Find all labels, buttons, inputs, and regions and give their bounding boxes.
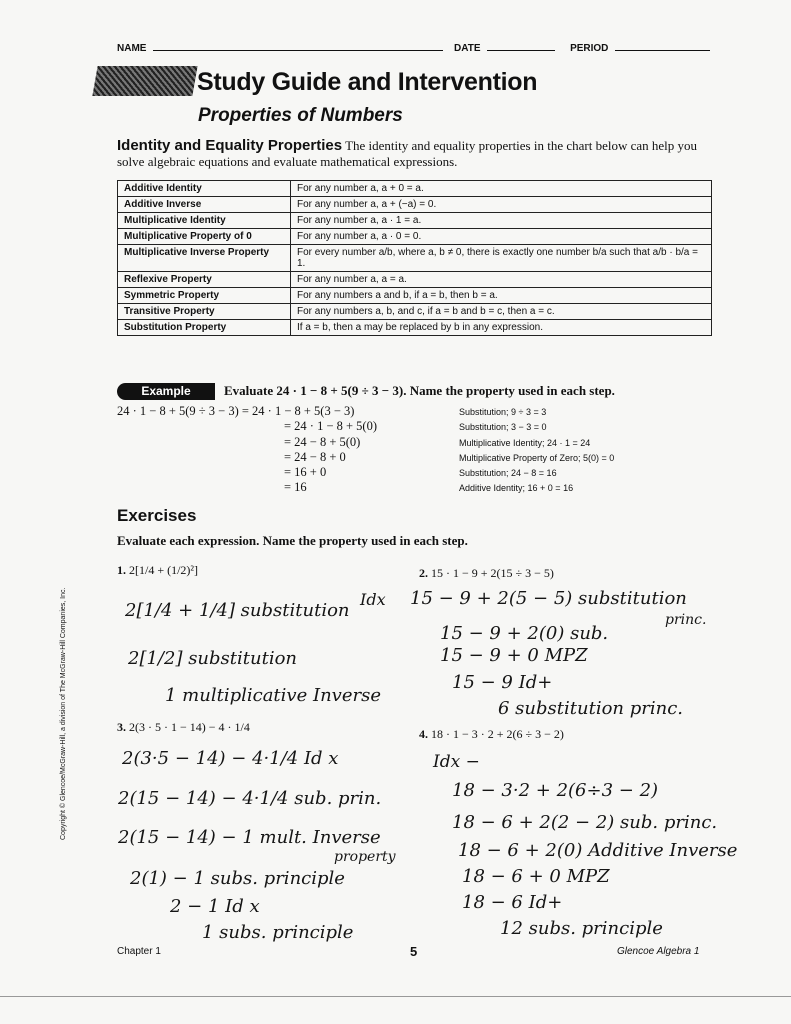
property-name: Substitution Property — [118, 320, 291, 336]
name-label: NAME — [117, 43, 147, 54]
problem-number: 1. — [117, 563, 126, 577]
handwritten-line: 2[1/4 + 1/4] substitution — [125, 600, 350, 621]
example-reason: Substitution; 9 ÷ 3 = 3 — [459, 407, 547, 417]
table-row — [118, 181, 712, 197]
table-row — [118, 304, 712, 320]
example-reason: Multiplicative Identity; 24 · 1 = 24 — [459, 437, 591, 448]
table-row — [118, 245, 712, 272]
problem-expression: 15 · 1 − 9 + 2(15 ÷ 3 − 5) — [431, 566, 554, 580]
property-name: Multiplicative Identity — [118, 213, 291, 229]
date-label: DATE — [454, 43, 481, 54]
lesson-badge — [92, 66, 197, 96]
property-desc: For any number a, a = a. — [291, 272, 712, 288]
handwritten-line: 15 − 9 + 2(0) sub. — [440, 623, 609, 644]
copyright-notice: Copyright © Glencoe/McGraw-Hill, a division of The McGraw-Hill Companies, Inc. — [60, 587, 67, 840]
table-row — [118, 288, 712, 304]
properties-table — [117, 180, 712, 336]
handwritten-line: 2(3·5 − 14) − 4·1/4 Id x — [122, 748, 339, 769]
example-reason: Additive Identity; 16 + 0 = 16 — [459, 483, 574, 494]
handwritten-line: 2[1/2] substitution — [128, 648, 298, 669]
bottom-divider — [0, 996, 791, 997]
property-desc: For any number a, a · 0 = 0. — [291, 229, 712, 245]
section-heading: Identity and Equality Properties — [117, 137, 343, 154]
property-name: Transitive Property — [118, 304, 291, 320]
handwritten-line: Idx — [360, 590, 386, 609]
header-fields — [117, 40, 710, 54]
example-step: = 24 − 8 + 5(0) — [284, 434, 361, 449]
example-reasons — [459, 405, 614, 497]
period-line[interactable] — [615, 40, 710, 51]
handwritten-line: 1 subs. principle — [202, 922, 354, 943]
handwritten-line: 12 subs. principle — [500, 918, 663, 939]
property-desc: For any numbers a and b, if a = b, then b = a. — [291, 288, 712, 304]
example-reason: Multiplicative Property of Zero; 5(0) = 0 — [459, 452, 615, 463]
footer-chapter: Chapter 1 — [117, 946, 161, 957]
date-line[interactable] — [487, 40, 555, 51]
property-name: Multiplicative Property of 0 — [118, 229, 291, 245]
handwritten-line: 18 − 6 + 0 MPZ — [462, 866, 610, 887]
property-desc: If a = b, then a may be replaced by b in any expression. — [291, 320, 712, 336]
property-name: Reflexive Property — [118, 272, 291, 288]
period-label: PERIOD — [570, 43, 609, 54]
handwritten-line: 2(15 − 14) − 4·1/4 sub. prin. — [118, 788, 382, 809]
table-row — [118, 229, 712, 245]
problem-expression: 2(3 · 5 · 1 − 14) − 4 · 1/4 — [129, 720, 250, 734]
handwritten-line: princ. — [665, 612, 707, 628]
example-step: 24 · 1 − 8 + 5(9 ÷ 3 − 3) = 24 · 1 − 8 + 5(3 − 3) — [117, 404, 355, 418]
handwritten-line: 1 multiplicative Inverse — [165, 685, 381, 706]
handwritten-line: 15 − 9 + 2(5 − 5) substitution — [410, 588, 687, 609]
problem-number: 2. — [419, 566, 428, 580]
problem-2 — [419, 566, 554, 581]
example-reason: Substitution; 3 − 3 = 0 — [459, 422, 547, 433]
page-title: Study Guide and Intervention — [197, 68, 538, 96]
handwritten-line: 15 − 9 Id+ — [452, 672, 553, 693]
exercises-heading: Exercises — [117, 506, 197, 525]
property-name: Symmetric Property — [118, 288, 291, 304]
example-step: = 24 − 8 + 0 — [284, 449, 346, 464]
handwritten-line: 2 − 1 Id x — [170, 896, 260, 917]
property-desc: For any number a, a + 0 = a. — [291, 181, 712, 197]
property-name: Multiplicative Inverse Property — [118, 245, 291, 272]
page-subtitle: Properties of Numbers — [198, 105, 403, 126]
example-step: = 16 — [284, 480, 307, 495]
property-desc: For any number a, a + (−a) = 0. — [291, 197, 712, 213]
problem-number: 4. — [419, 727, 428, 741]
handwritten-line: 18 − 6 + 2(2 − 2) sub. princ. — [452, 812, 718, 833]
example-prompt: Evaluate 24 · 1 − 8 + 5(9 ÷ 3 − 3). Name the property used in each step. — [224, 383, 615, 398]
handwritten-line: 18 − 6 + 2(0) Additive Inverse — [458, 840, 738, 861]
handwritten-line: 18 − 6 Id+ — [462, 892, 563, 913]
table-row — [118, 213, 712, 229]
footer-page-number: 5 — [410, 944, 418, 959]
section-intro — [117, 138, 717, 170]
handwritten-line: 15 − 9 + 0 MPZ — [440, 645, 588, 666]
footer-book: Glencoe Algebra 1 — [617, 946, 700, 957]
handwritten-line: property — [334, 849, 396, 865]
problem-4 — [419, 727, 564, 742]
handwritten-line: Idx − — [433, 752, 480, 772]
handwritten-line: 6 substitution princ. — [498, 698, 684, 719]
exercises-instruction: Evaluate each expression. Name the property used in each step. — [117, 533, 468, 548]
property-desc: For any numbers a, b, and c, if a = b and b = c, then a = c. — [291, 304, 712, 320]
property-name: Additive Identity — [118, 181, 291, 197]
example-step: = 16 + 0 — [284, 465, 327, 480]
problem-number: 3. — [117, 720, 126, 734]
example-steps — [117, 404, 377, 496]
example-step: = 24 · 1 − 8 + 5(0) — [284, 419, 378, 434]
section-intro-text: The identity and equality properties in the chart below can help you solve algebraic equations and evaluate mathematical expressions. — [117, 138, 698, 169]
handwritten-line: 2(1) − 1 subs. principle — [130, 868, 345, 889]
handwritten-line: 2(15 − 14) − 1 mult. Inverse — [118, 827, 381, 848]
property-desc: For every number a/b, where a, b ≠ 0, there is exactly one number b/a such that a/b · b/a = 1. — [291, 245, 712, 272]
property-name: Additive Inverse — [118, 197, 291, 213]
problem-expression: 18 · 1 − 3 · 2 + 2(6 ÷ 3 − 2) — [431, 727, 564, 741]
name-line[interactable] — [153, 40, 443, 51]
problem-3 — [117, 720, 250, 735]
table-row — [118, 272, 712, 288]
table-row — [118, 320, 712, 336]
table-row — [118, 197, 712, 213]
problem-1 — [117, 563, 198, 578]
property-desc: For any number a, a · 1 = a. — [291, 213, 712, 229]
example-reason: Substitution; 24 − 8 = 16 — [459, 468, 557, 479]
example-label: Example — [117, 383, 215, 400]
problem-expression: 2[1/4 + (1/2)²] — [129, 563, 199, 577]
handwritten-line: 18 − 3·2 + 2(6÷3 − 2) — [452, 780, 659, 801]
